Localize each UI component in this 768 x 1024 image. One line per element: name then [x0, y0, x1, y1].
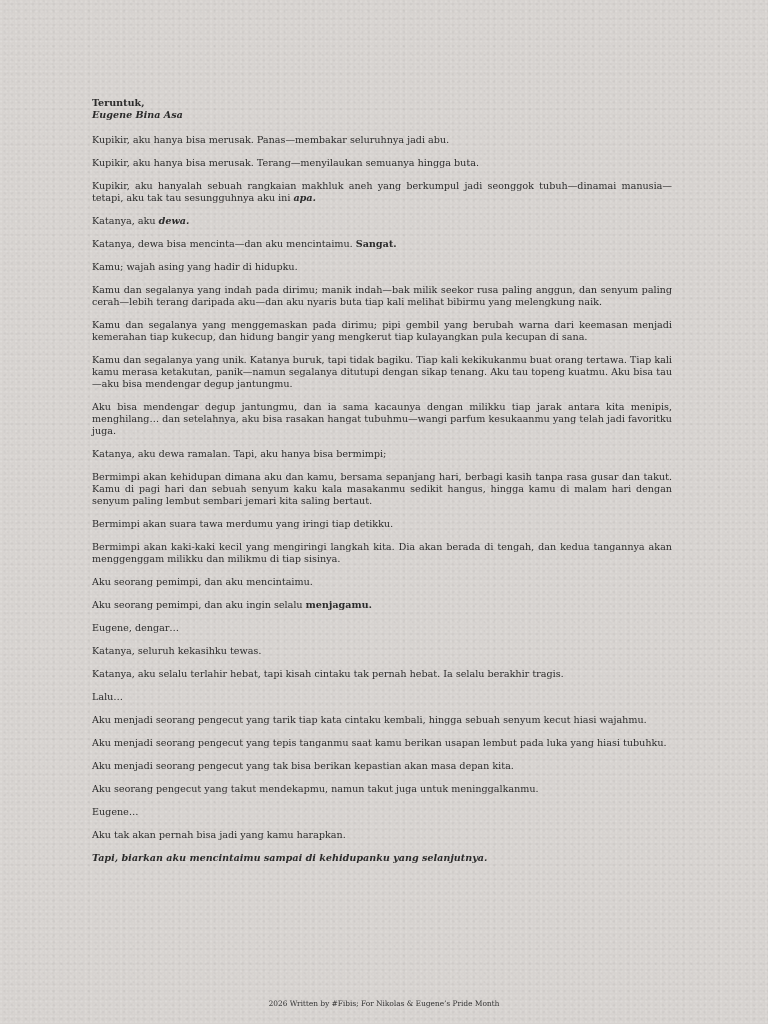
paragraph-text: Kamu dan segalanya yang indah pada dirimu; manik indah—bak milik seekor rusa paling anggun, dan senyum paling cerah—lebih terang daripada aku—dan aku nyaris buta tiap kali melihat bibirmu yang melengkung naik. — [92, 285, 672, 308]
paragraph-text: Kupikir, aku hanya bisa merusak. Terang—menyilaukan semuanya hingga buta. — [92, 158, 479, 169]
letter-paragraph — [92, 646, 672, 658]
paragraph-text: Aku menjadi seorang pengecut yang tarik tiap kata cintaku kembali, hingga sebuah senyum kecut hiasi wajahmu. — [92, 715, 647, 726]
paragraph-text: Bermimpi akan kehidupan dimana aku dan kamu, bersama sepanjang hari, berbagi kasih tanpa rasa gusar dan takut. Kamu di pagi hari dan sebuah senyum kaku kala masakanmu sedikit hangus, hingga kamu di malam hari dengan senyum paling lembut sembari jemari kita saling bertaut. — [92, 472, 672, 507]
paragraph-text: Aku tak akan pernah bisa jadi yang kamu harapkan. — [92, 830, 346, 841]
letter-paragraph — [92, 761, 672, 773]
letter-paragraph — [92, 600, 672, 612]
letter-paragraph — [92, 784, 672, 796]
paragraph-text: Aku bisa mendengar degup jantungmu, dan ia sama kacaunya dengan milikku tiap jarak antara kita menipis, menghilang… dan setelahnya, aku bisa rasakan hangat tubuhmu—wangi parfum kesukaanmu yang telah jadi favoritku juga. — [92, 402, 672, 437]
emphasized-text: Sangat. — [355, 239, 397, 250]
paragraph-text: Katanya, aku dewa ramalan. Tapi, aku hanya bisa bermimpi; — [92, 449, 387, 460]
letter-paragraph — [92, 158, 672, 170]
greeting-line: Teruntuk, — [92, 98, 145, 109]
letter-paragraph — [92, 807, 672, 819]
letter-paragraph — [92, 715, 672, 727]
paragraph-text: Aku menjadi seorang pengecut yang tak bisa berikan kepastian akan masa depan kita. — [92, 761, 514, 772]
paragraph-text: Bermimpi akan suara tawa merdumu yang iringi tiap detikku. — [92, 519, 394, 530]
emphasized-text: apa. — [293, 193, 316, 204]
letter-paragraph — [92, 402, 672, 438]
letter-paragraph — [92, 669, 672, 681]
paragraph-text: Kamu; wajah asing yang hadir di hidupku. — [92, 262, 298, 273]
paragraph-text: Katanya, dewa bisa mencinta—dan aku mencintaimu. — [92, 239, 356, 250]
paragraph-text: Eugene… — [92, 807, 139, 818]
letter-paragraph — [92, 239, 672, 251]
letter-paragraph — [92, 216, 672, 228]
paragraph-text: Aku seorang pemimpi, dan aku mencintaimu. — [92, 577, 313, 588]
letter-paragraph — [92, 320, 672, 344]
paragraph-text: Kamu dan segalanya yang unik. Katanya buruk, tapi tidak bagiku. Tiap kali kekikukanmu buat orang tertawa. Tiap kali kamu merasa ketakutan, panik—namun segalanya ditutupi dengan sikap tenang. Aku tau topeng kuatmu. Aku bisa tau—aku bisa mendengar degup jantungmu. — [92, 355, 672, 390]
paragraph-text: Bermimpi akan kaki-kaki kecil yang mengiringi langkah kita. Dia akan berada di tengah, dan kedua tangannya akan menggenggam milikku dan milikmu di tiap sisinya. — [92, 542, 672, 565]
letter-paragraph — [92, 519, 672, 531]
paragraph-text: Aku menjadi seorang pengecut yang tepis tanganmu saat kamu berikan usapan lembut pada luka yang hiasi tubuhku. — [92, 738, 667, 749]
letter-paragraph — [92, 181, 672, 205]
paragraph-text: Aku seorang pemimpi, dan aku ingin selalu — [92, 600, 306, 611]
paragraph-text: Katanya, aku selalu terlahir hebat, tapi kisah cintaku tak pernah hebat. Ia selalu berakhir tragis. — [92, 669, 564, 680]
letter-paragraph — [92, 285, 672, 309]
emphasized-text: menjagamu. — [305, 600, 372, 611]
paragraph-text: Lalu… — [92, 692, 123, 703]
recipient-name: Eugene Bina Asa — [92, 110, 183, 121]
letter-paragraph — [92, 472, 672, 508]
letter-paragraph — [92, 692, 672, 704]
letter-paragraph — [92, 262, 672, 274]
paragraph-text: Aku seorang pengecut yang takut mendekapmu, namun takut juga untuk meninggalkanmu. — [92, 784, 539, 795]
letter-paragraph — [92, 853, 672, 865]
letter-paragraph — [92, 135, 672, 147]
letter-paragraphs — [92, 135, 672, 865]
footer-credit: 2026 Written by #Fibis; For Nikolas & Eugene’s Pride Month — [268, 999, 500, 1008]
paragraph-text: Katanya, aku — [92, 216, 159, 227]
letter-paragraph — [92, 542, 672, 566]
emphasized-text: dewa. — [158, 216, 190, 227]
letter-paragraph — [92, 623, 672, 635]
letter-paragraph — [92, 738, 672, 750]
letter-paragraph — [92, 449, 672, 461]
paragraph-text: Kamu dan segalanya yang menggemaskan pada dirimu; pipi gembil yang berubah warna dari keemasan menjadi kemerahan tiap kukecup, dan hidung bangir yang mengkerut tiap kulayangkan pula kecupan di sana. — [92, 320, 672, 343]
emphasized-text: Tapi, biarkan aku mencintaimu sampai di kehidupanku yang selanjutnya. — [92, 853, 488, 864]
letter-greeting — [92, 98, 672, 122]
paragraph-text: Eugene, dengar… — [92, 623, 179, 634]
letter-paragraph — [92, 830, 672, 842]
letter-body — [92, 98, 672, 876]
paragraph-text: Katanya, seluruh kekasihku tewas. — [92, 646, 262, 657]
paragraph-text: Kupikir, aku hanyalah sebuah rangkaian makhluk aneh yang berkumpul jadi seonggok tubuh—dinamai manusia—tetapi, aku tak tau sesungguhnya aku ini — [92, 181, 672, 204]
letter-paragraph — [92, 577, 672, 589]
paragraph-text: Kupikir, aku hanya bisa merusak. Panas—membakar seluruhnya jadi abu. — [92, 135, 450, 146]
letter-paragraph — [92, 355, 672, 391]
